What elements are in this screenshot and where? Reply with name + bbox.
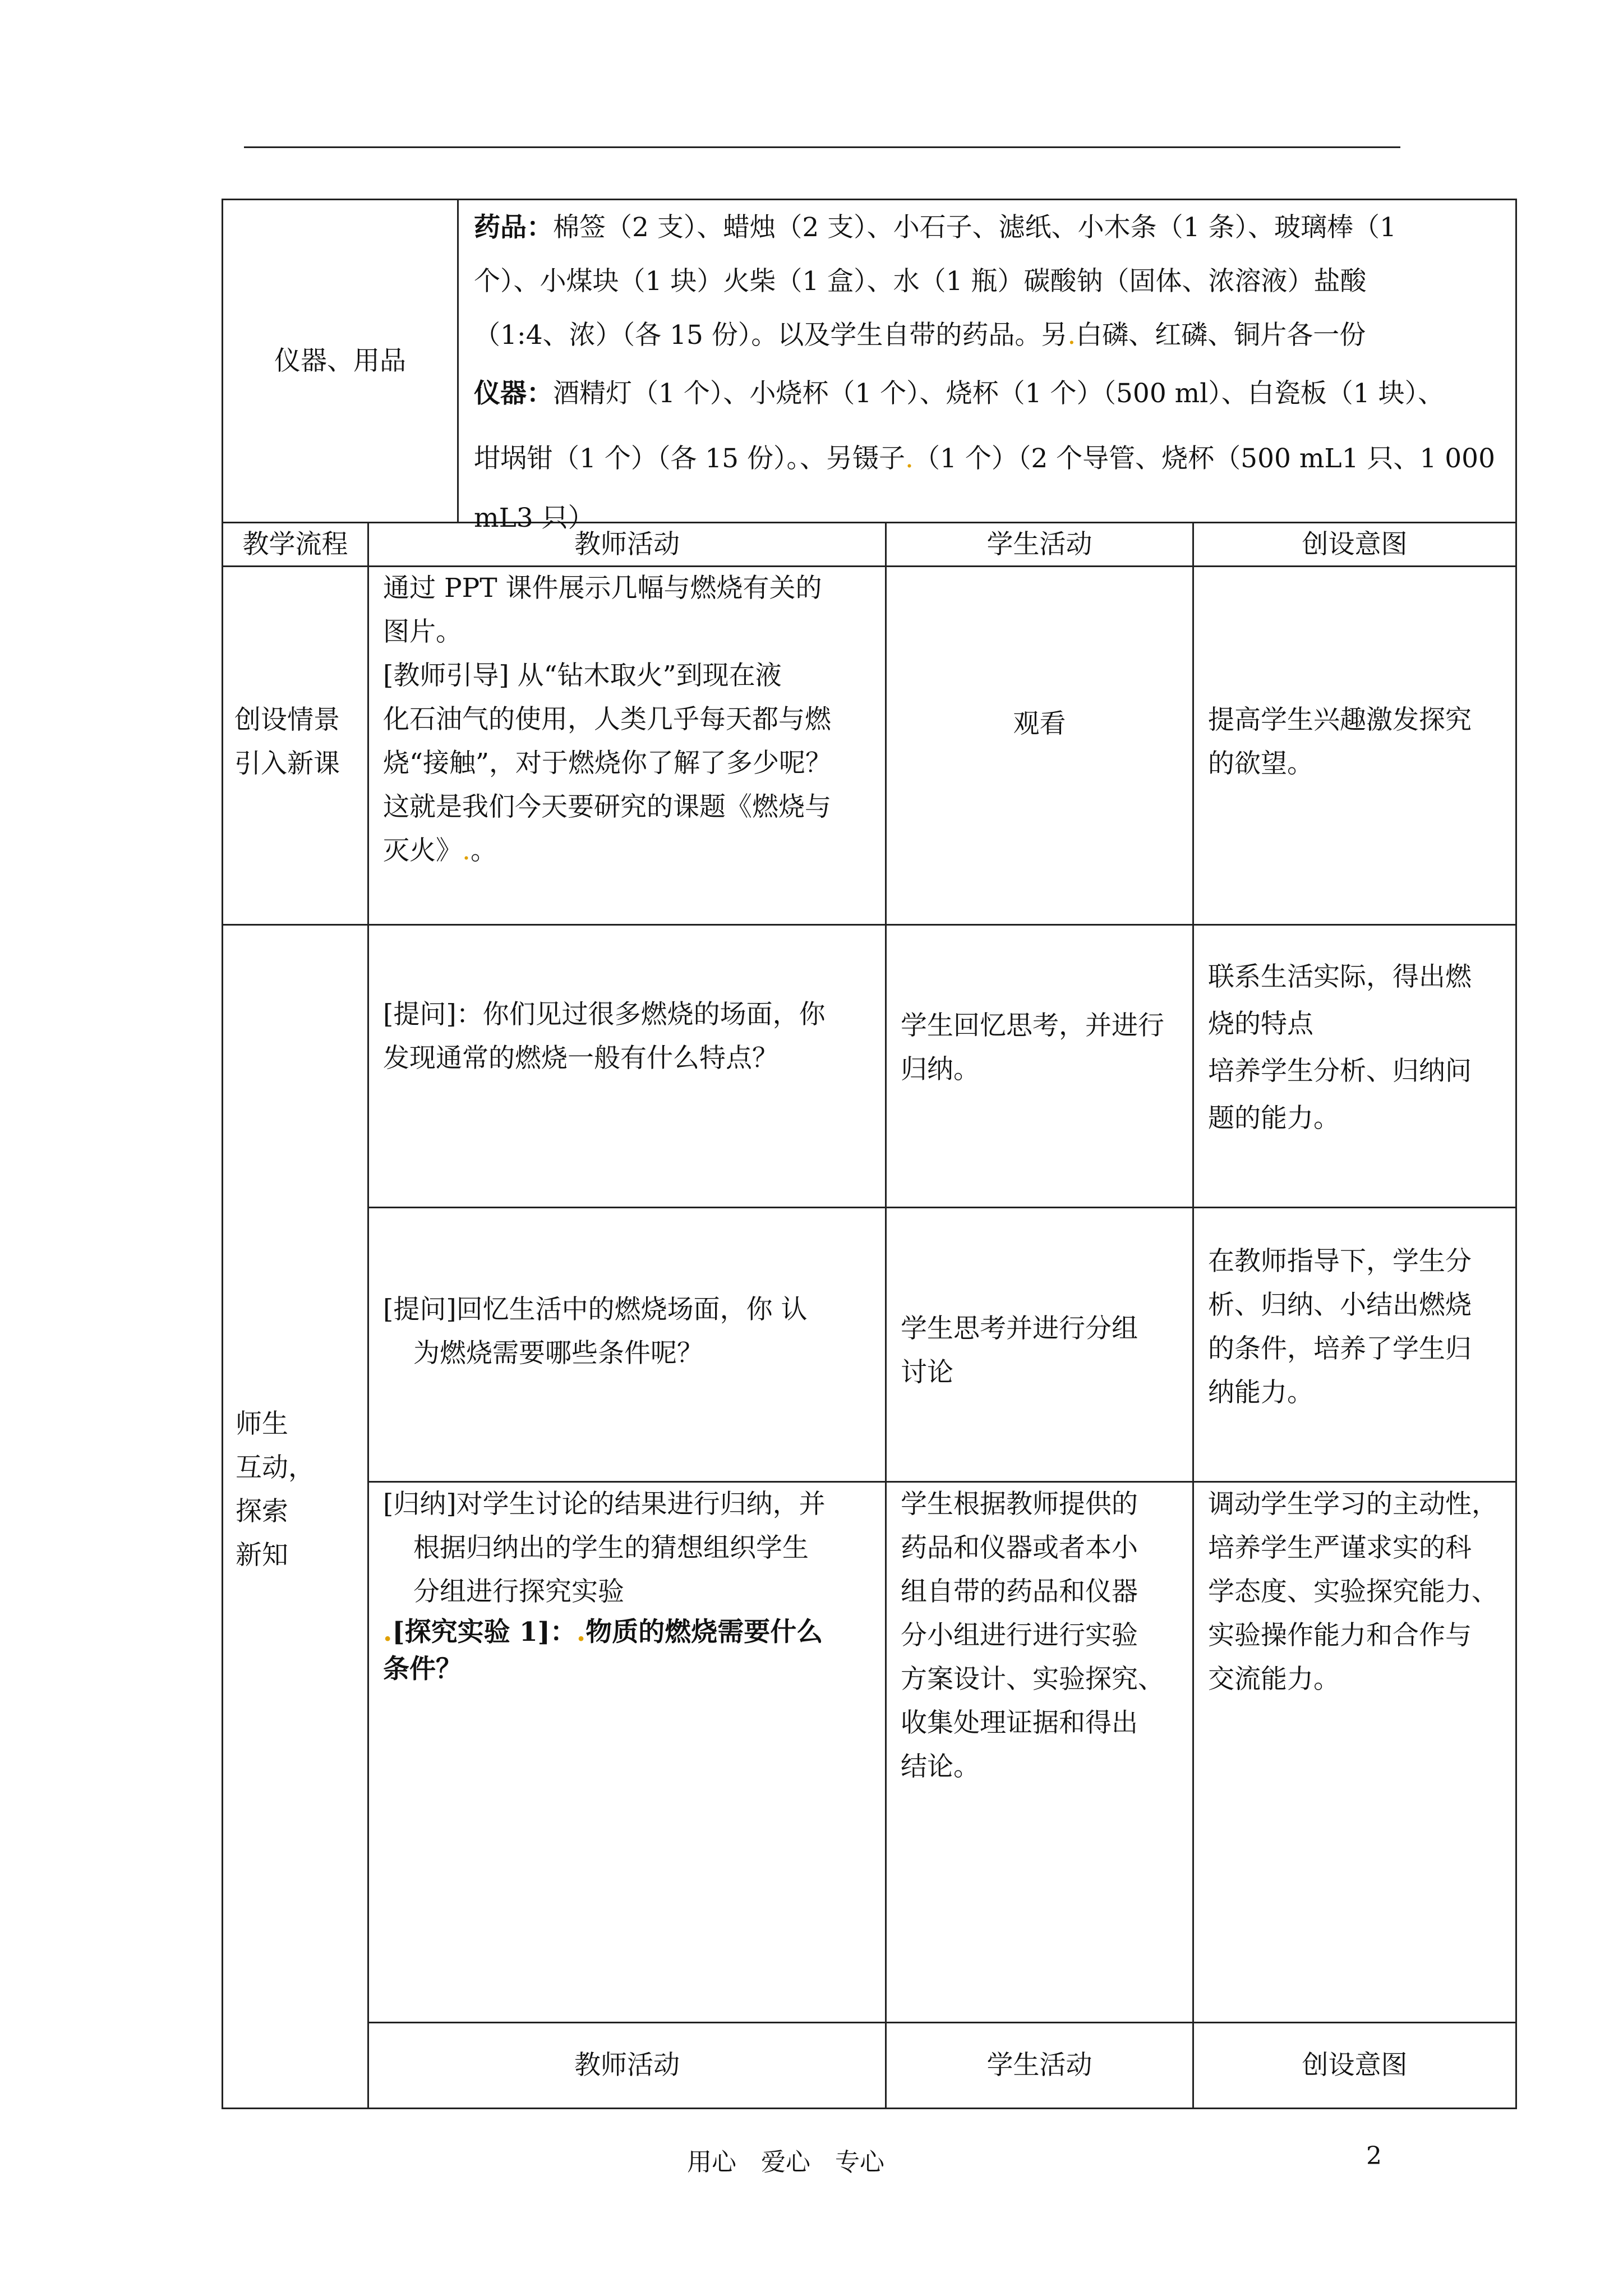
dot-mark: . bbox=[905, 443, 914, 474]
drugs-title: 药品： bbox=[474, 212, 553, 243]
dot-mark: . bbox=[383, 1617, 393, 1648]
summary-intent-line: 学态度、实验探究能力、 bbox=[1208, 1576, 1498, 1607]
drugs-line-3 bbox=[474, 309, 1516, 362]
q2-teacher-line: 为燃烧需要哪些条件呢？ bbox=[413, 1338, 703, 1369]
summary-intent bbox=[1208, 1483, 1515, 1701]
q1-teacher-line: 发现通常的燃烧一般有什么特点？ bbox=[383, 1043, 778, 1074]
experiment-label: [探究实验 1]： bbox=[392, 1617, 577, 1648]
instruments-line-1 bbox=[474, 367, 1516, 421]
summary-teacher-line: 分组进行探究实验 bbox=[413, 1576, 624, 1607]
intro-student: 观看 bbox=[1013, 708, 1066, 739]
footer-motto: 用心 爱心 专心 bbox=[687, 2148, 884, 2177]
q2-student-line: 学生思考并进行分组 bbox=[901, 1313, 1138, 1344]
instruments-text-2a: 坩埚钳（1 个）（各 15 份）。、另镊子 bbox=[474, 443, 906, 474]
q2-teacher-line: [提问]回忆生活中的燃烧场面，你 认 bbox=[383, 1294, 808, 1325]
table-rule-q1-bottom bbox=[367, 1207, 1517, 1208]
summary-student-line: 药品和仪器或者本小 bbox=[901, 1533, 1138, 1563]
q1-intent bbox=[1208, 954, 1515, 1142]
intro-stage bbox=[234, 698, 367, 786]
summary-intent-line: 交流能力。 bbox=[1208, 1664, 1340, 1695]
table-rule-col1 bbox=[367, 522, 369, 2109]
summary-student bbox=[901, 1483, 1192, 1789]
q2-intent-line: 析、归纳、小结出燃烧 bbox=[1208, 1290, 1472, 1320]
page-number: 2 bbox=[1366, 2142, 1382, 2170]
table-rule-intro-bottom bbox=[222, 924, 1517, 926]
q2-intent-line: 的条件，培养了学生归 bbox=[1208, 1333, 1472, 1364]
instruments-line-2 bbox=[474, 432, 1516, 486]
summary-teacher bbox=[383, 1483, 882, 1688]
header-teacher: 教师活动 bbox=[574, 528, 680, 560]
q1-student-line: 学生回忆思考，并进行 bbox=[901, 1010, 1164, 1041]
intro-teacher-line bbox=[383, 829, 882, 873]
dot-mark: . bbox=[1067, 320, 1076, 351]
q1-intent-line: 培养学生分析、归纳问 bbox=[1208, 1056, 1472, 1087]
intro-intent bbox=[1208, 698, 1515, 786]
summary-intent-line: 调动学生学习的主动性， bbox=[1208, 1489, 1498, 1520]
page-header-rule bbox=[244, 146, 1400, 148]
interaction-stage-line: 新知 bbox=[236, 1540, 288, 1571]
q2-intent-line: 纳能力。 bbox=[1208, 1377, 1313, 1408]
drugs-text-1: 棉签（2 支）、蜡烛（2 支）、小石子、滤纸、小木条（1 条）、玻璃棒（1 bbox=[553, 212, 1396, 243]
experiment-question-end: 条件？ bbox=[383, 1654, 462, 1685]
table-rule-col3 bbox=[1192, 522, 1194, 2109]
experiment-heading bbox=[383, 1614, 882, 1651]
intro-teacher-line: 图片。 bbox=[383, 616, 462, 647]
dot-mark: . bbox=[576, 1617, 586, 1648]
intro-teacher-line: 化石油气的使用，人类几乎每天都与燃 bbox=[383, 704, 831, 735]
instruments-text-1: 酒精灯（1 个）、小烧杯（1 个）、烧杯（1 个）（500 ml）、白瓷板（1 块）、 bbox=[553, 378, 1445, 409]
materials-content bbox=[474, 201, 1516, 545]
q1-intent-line: 联系生活实际，得出燃 bbox=[1208, 961, 1472, 992]
intro-teacher-end: 。 bbox=[470, 835, 497, 866]
summary-teacher-line: [归纳]对学生讨论的结果进行归纳，并 bbox=[383, 1489, 826, 1520]
intro-teacher-line: 烧“接触”，对于燃烧你了解了多少呢？ bbox=[383, 748, 832, 779]
summary-student-line: 结论。 bbox=[901, 1751, 980, 1782]
header-flow: 教学流程 bbox=[242, 528, 348, 560]
intro-teacher-line: [教师引导] 从“钻木取火”到现在液 bbox=[383, 660, 782, 691]
summary-student-line: 收集处理证据和得出 bbox=[901, 1708, 1138, 1738]
summary-intent-line: 实验操作能力和合作与 bbox=[1208, 1620, 1472, 1651]
q1-student-line: 归纳。 bbox=[901, 1054, 980, 1085]
intro-intent-line: 提高学生兴趣激发探究 bbox=[1208, 705, 1472, 735]
experiment-question: 物质的燃烧需要什么 bbox=[585, 1617, 823, 1648]
instruments-title: 仪器： bbox=[474, 378, 553, 409]
q1-teacher-line: [提问]：你们见过很多燃烧的场面，你 bbox=[383, 999, 826, 1030]
q2-student bbox=[901, 1307, 1192, 1395]
q1-intent-line: 题的能力。 bbox=[1208, 1103, 1340, 1134]
q2-intent-line: 在教师指导下，学生分 bbox=[1208, 1246, 1472, 1277]
q2-student-line: 讨论 bbox=[901, 1357, 953, 1388]
q2-intent bbox=[1208, 1240, 1515, 1415]
interaction-stage-line: 互动， bbox=[236, 1452, 315, 1483]
intro-teacher bbox=[383, 567, 882, 873]
interaction-stage-line: 探索 bbox=[236, 1496, 288, 1527]
drugs-text-3a: （1:4、浓）（各 15 份）。以及学生自带的药品。另 bbox=[474, 320, 1068, 351]
q2-teacher bbox=[383, 1288, 882, 1375]
drugs-text-3b: 白磷、红磷、铜片各一份 bbox=[1076, 320, 1366, 351]
bottom-header-intent: 创设意图 bbox=[1302, 2050, 1408, 2081]
summary-student-line: 方案设计、实验探究、 bbox=[901, 1664, 1164, 1695]
summary-student-line: 组自带的药品和仪器 bbox=[901, 1576, 1138, 1607]
materials-label: 仪器、用品 bbox=[274, 345, 406, 376]
header-intent: 创设意图 bbox=[1302, 528, 1408, 560]
dot-mark: . bbox=[462, 835, 471, 866]
intro-teacher-line: 这就是我们今天要研究的课题《燃烧与 bbox=[383, 792, 831, 822]
table-border-bottom bbox=[222, 2108, 1517, 2109]
drugs-line-1 bbox=[474, 201, 1516, 255]
drugs-line-2: 个）、小煤块（1 块）火柴（1 盒）、水（1 瓶）碳酸钠（固体、浓溶液）盐酸 bbox=[474, 266, 1367, 297]
table-rule-materials-divider bbox=[457, 199, 459, 523]
bottom-header-student: 学生活动 bbox=[986, 2050, 1092, 2081]
bottom-header-teacher: 教师活动 bbox=[574, 2050, 680, 2081]
intro-teacher-line: 通过 PPT 课件展示几幅与燃烧有关的 bbox=[383, 573, 822, 604]
q1-teacher bbox=[383, 993, 882, 1080]
header-student: 学生活动 bbox=[986, 528, 1092, 560]
instruments-text-2b: （1 个）（2 个导管、烧杯（500 mL1 只、1 000 bbox=[913, 443, 1495, 474]
intro-intent-line: 的欲望。 bbox=[1208, 748, 1313, 779]
intro-teacher-topic: 灭火》 bbox=[383, 835, 462, 866]
summary-teacher-line: 根据归纳出的学生的猜想组织学生 bbox=[413, 1533, 809, 1563]
interaction-stage bbox=[236, 1402, 365, 1577]
instruments-line-3: mL3 只） bbox=[474, 503, 594, 533]
summary-intent-line: 培养学生严谨求实的科 bbox=[1208, 1533, 1472, 1563]
q1-student bbox=[901, 1004, 1192, 1092]
intro-stage-line-2: 引入新课 bbox=[234, 748, 340, 779]
summary-student-line: 分小组进行进行实验 bbox=[901, 1620, 1138, 1651]
interaction-stage-line: 师生 bbox=[236, 1409, 288, 1439]
intro-stage-line-1: 创设情景 bbox=[234, 705, 340, 735]
q1-intent-line: 烧的特点 bbox=[1208, 1009, 1313, 1039]
summary-student-line: 学生根据教师提供的 bbox=[901, 1489, 1138, 1520]
